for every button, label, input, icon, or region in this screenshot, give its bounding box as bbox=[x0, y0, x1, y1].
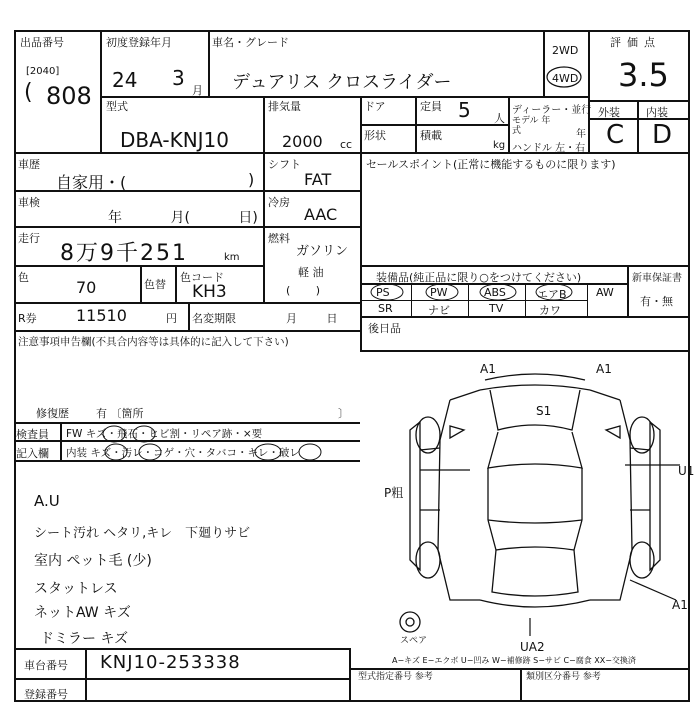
recycle-value: 11510 bbox=[76, 306, 127, 325]
entry-circles bbox=[100, 422, 360, 462]
interior-label: 内装 bbox=[646, 106, 668, 119]
displacement-label: 排気量 bbox=[268, 100, 301, 113]
divider bbox=[588, 100, 690, 102]
post-install-label: 後日品 bbox=[368, 322, 401, 335]
model-year-label: モデル 年式 bbox=[512, 116, 551, 136]
note-line: ドミラー キズ bbox=[40, 631, 129, 647]
divider bbox=[14, 302, 360, 304]
interior-value: D bbox=[652, 120, 673, 150]
displacement-value: 2000 bbox=[282, 132, 323, 151]
mileage-label: 走行 bbox=[18, 232, 40, 245]
divider bbox=[263, 96, 265, 152]
capacity-value: 5 bbox=[458, 98, 471, 122]
shift-label: シフト bbox=[268, 158, 301, 171]
load-label: 積載 bbox=[420, 129, 442, 142]
handle-label: ハンドル 左・右 bbox=[512, 143, 586, 154]
lot-number: 808 bbox=[46, 82, 92, 110]
repair-close: 〕 bbox=[338, 407, 349, 420]
category-label: 車歴 bbox=[18, 158, 40, 171]
recycle-label: R券 bbox=[18, 312, 37, 325]
divider bbox=[588, 30, 590, 152]
score-label: 評価点 bbox=[610, 36, 661, 49]
recycle-unit: 円 bbox=[166, 312, 177, 325]
damage-mark: P粗 bbox=[384, 486, 404, 500]
drive-2wd: 2WD bbox=[552, 44, 579, 57]
equipment-label: 装備品(純正品に限り○をつけてください) bbox=[376, 271, 582, 284]
fuel-label: 燃料 bbox=[268, 232, 290, 245]
drive-4wd-circle bbox=[544, 64, 584, 90]
equip-tv: TV bbox=[489, 302, 504, 315]
first-reg-label: 初度登録年月 bbox=[106, 36, 172, 49]
spare-label: スペア bbox=[400, 636, 428, 646]
divider bbox=[587, 283, 588, 316]
damage-legend: A−キズ E−エクボ U−凹み W−補修跡 S−サビ C−腐食 XX−交換済 bbox=[392, 656, 636, 665]
repair-value: 有 〔箇所 bbox=[96, 407, 144, 420]
caution-label: 注意事項申告欄(不具合内容等は具体的に記入して下さい) bbox=[18, 336, 289, 348]
divider bbox=[14, 648, 349, 650]
divider bbox=[14, 330, 360, 332]
exterior-label: 外装 bbox=[598, 106, 620, 119]
type-label: 型式 bbox=[106, 100, 128, 113]
divider bbox=[14, 678, 349, 680]
divider bbox=[360, 265, 690, 267]
color-change-label: 色替 bbox=[144, 278, 166, 291]
note-line: スタットレス bbox=[34, 581, 118, 597]
damage-mark: A1 bbox=[596, 362, 612, 376]
color-value: 70 bbox=[76, 278, 97, 297]
registration-label: 登録番号 bbox=[24, 688, 68, 701]
displacement-unit: cc bbox=[340, 138, 353, 151]
note-line: ネットAW キズ bbox=[34, 605, 131, 621]
lot-label: 出品番号 bbox=[20, 36, 64, 49]
equip-abs: ABS bbox=[484, 286, 506, 299]
ac-label: 冷房 bbox=[268, 196, 290, 209]
color-code-label: 色コード bbox=[180, 271, 224, 284]
chassis-label: 車台番号 bbox=[24, 659, 68, 672]
first-reg-year: 24 bbox=[112, 68, 138, 92]
category-value: 自家用・( bbox=[56, 173, 127, 192]
divider bbox=[263, 190, 360, 192]
divider bbox=[520, 668, 522, 702]
divider bbox=[349, 648, 351, 702]
shift-value: FAT bbox=[304, 170, 332, 189]
divider bbox=[360, 152, 362, 350]
equipment-circles bbox=[364, 282, 584, 302]
equip-ps: PS bbox=[376, 286, 390, 299]
divider bbox=[175, 265, 177, 302]
equip-aw: AW bbox=[596, 286, 614, 299]
model-year-unit: 年 bbox=[576, 129, 586, 140]
ac-value: AAC bbox=[304, 205, 338, 224]
lot-code: [2040] bbox=[26, 66, 60, 77]
divider bbox=[85, 648, 87, 702]
note-line: シート汚れ ヘタリ,キレ 下廻りサビ bbox=[34, 526, 251, 541]
fuel-alt: 軽 油 bbox=[298, 266, 324, 279]
equip-pw: PW bbox=[430, 286, 448, 299]
divider bbox=[14, 190, 263, 192]
warranty-label: 新車保証書 bbox=[632, 273, 682, 284]
divider bbox=[188, 302, 190, 330]
score-value: 3.5 bbox=[618, 56, 669, 94]
capacity-label: 定員 bbox=[420, 100, 442, 113]
divider bbox=[100, 96, 590, 98]
type-value: DBA-KNJ10 bbox=[120, 128, 230, 152]
divider bbox=[140, 265, 142, 302]
inspection-value: 年 月( 日) bbox=[108, 210, 258, 226]
shape-label: 形状 bbox=[364, 129, 386, 142]
damage-mark: A1 bbox=[480, 362, 496, 376]
name-change-label: 名変期限 bbox=[192, 312, 236, 325]
model-name-label: 車名・グレード bbox=[212, 36, 289, 49]
divider bbox=[360, 350, 690, 352]
damage-mark: U1 bbox=[678, 464, 695, 478]
note-line: A.U bbox=[34, 492, 60, 510]
color-label: 色 bbox=[18, 271, 29, 284]
fw-line: FW キズ・飛石・ヒビ割・リペア跡・×要 bbox=[66, 428, 263, 440]
sales-point-label: セールスポイント(正常に機能するものに限ります) bbox=[366, 158, 616, 171]
door-label: ドア bbox=[364, 100, 386, 113]
equip-airbag: エアB bbox=[537, 288, 567, 301]
fuel-value: ガソリン bbox=[296, 244, 349, 259]
equip-sr: SR bbox=[378, 302, 393, 315]
name-change-value: 月 日 bbox=[286, 312, 338, 325]
category-number-label: 類別区分番号 参考 bbox=[526, 672, 601, 682]
damage-mark: S1 bbox=[536, 404, 552, 418]
divider bbox=[508, 96, 510, 152]
model-name-value: デュアリス クロスライダー bbox=[232, 72, 452, 93]
exterior-value: C bbox=[606, 120, 625, 150]
category-close: ) bbox=[248, 170, 255, 189]
damage-mark: A1 bbox=[672, 598, 688, 612]
interior-line: 内装 キズ・汚レ・コゲ・穴・タバコ・キレ・破レ bbox=[66, 447, 300, 459]
dealer-label: ディーラー・並行 bbox=[512, 105, 592, 116]
inspection-label: 車検 bbox=[18, 196, 40, 209]
divider bbox=[627, 265, 629, 316]
warranty-value: 有・無 bbox=[640, 295, 673, 308]
mileage-unit: km bbox=[224, 252, 240, 263]
equip-navi: ナビ bbox=[428, 304, 450, 317]
divider bbox=[60, 422, 62, 460]
divider bbox=[360, 316, 690, 318]
chassis-value: KNJ10-253338 bbox=[100, 652, 241, 673]
drive-4wd: 4WD bbox=[552, 72, 579, 85]
capacity-unit: 人 bbox=[494, 112, 505, 125]
month-unit: 月 bbox=[192, 84, 203, 97]
divider bbox=[360, 124, 508, 126]
color-code-value: KH3 bbox=[192, 282, 227, 302]
inspector-label: 検査員 bbox=[16, 428, 49, 441]
car-diagram bbox=[380, 360, 690, 650]
model-designation-label: 型式指定番号 参考 bbox=[358, 672, 433, 682]
divider bbox=[100, 30, 102, 152]
note-line: 室内 ペット毛 (少) bbox=[34, 553, 152, 569]
lot-paren: ( bbox=[24, 80, 33, 105]
mileage-value: 8万9千251 bbox=[60, 241, 188, 266]
damage-mark: UA2 bbox=[520, 640, 545, 654]
fuel-paren: ( ) bbox=[286, 284, 321, 297]
repair-label: 修復歴 bbox=[36, 407, 69, 420]
entry-label: 記入欄 bbox=[16, 447, 49, 460]
divider bbox=[208, 30, 210, 96]
divider bbox=[637, 100, 639, 152]
equip-leather: カワ bbox=[539, 304, 561, 317]
load-unit: kg bbox=[493, 140, 506, 151]
first-reg-month: 3 bbox=[172, 66, 185, 90]
divider bbox=[14, 152, 690, 154]
